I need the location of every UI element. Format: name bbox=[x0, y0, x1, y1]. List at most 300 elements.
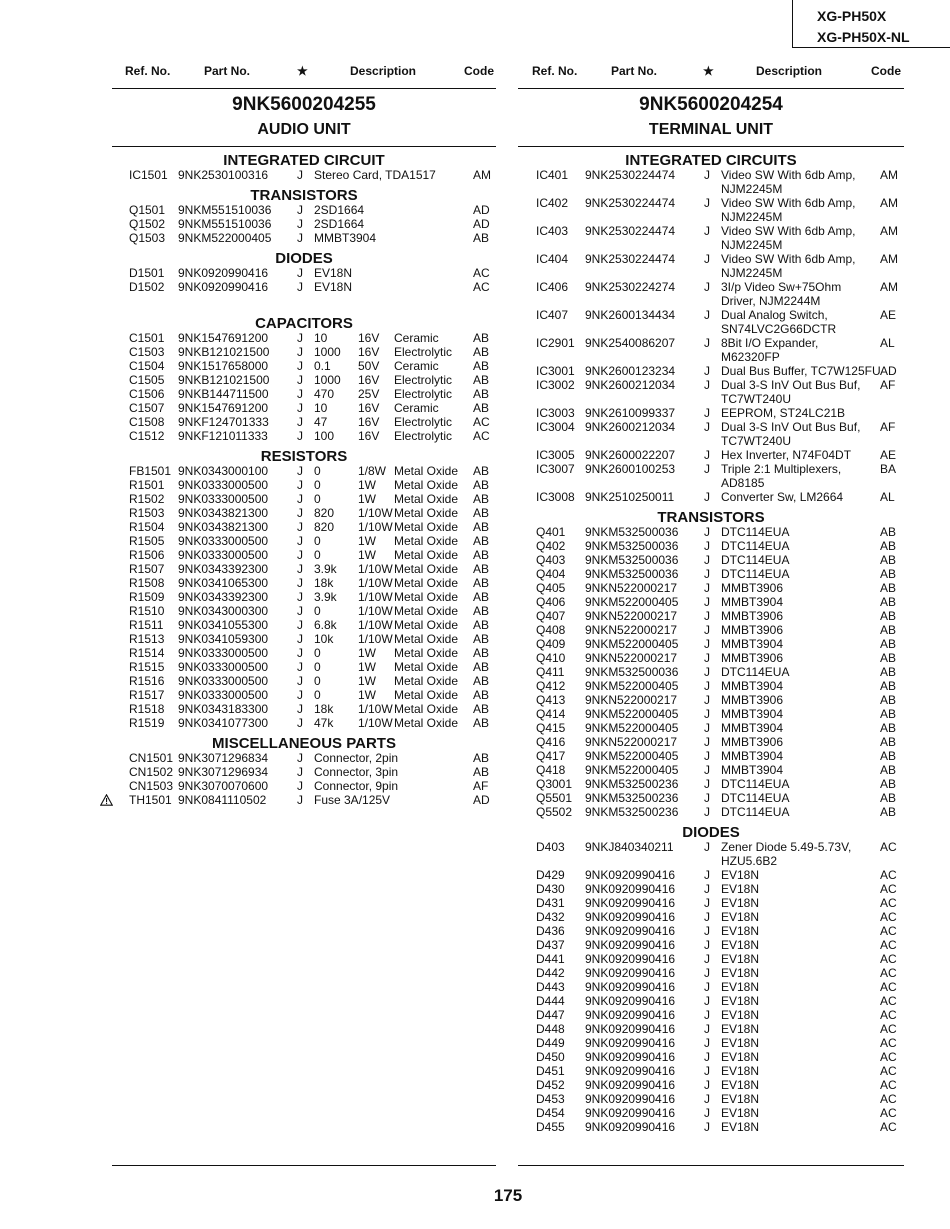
ref-no: Q403 bbox=[536, 553, 566, 567]
part-no: 9NKM532500036 bbox=[585, 539, 679, 553]
part-no: 9NK2600100253 bbox=[585, 462, 676, 476]
rank-mark: J bbox=[297, 266, 303, 280]
description: EV18N bbox=[721, 924, 760, 938]
price-code: AB bbox=[880, 581, 897, 595]
type: Metal Oxide bbox=[394, 520, 459, 534]
rank-mark: J bbox=[704, 735, 710, 749]
ref-no: R1509 bbox=[129, 590, 165, 604]
header-code: Code bbox=[464, 64, 494, 78]
footer-rule-right bbox=[518, 1165, 904, 1166]
part-row bbox=[112, 492, 496, 506]
part-no: 9NK3071296934 bbox=[178, 765, 269, 779]
price-code: AB bbox=[473, 646, 490, 660]
ref-no: Q406 bbox=[536, 595, 566, 609]
ref-no: IC1501 bbox=[129, 168, 168, 182]
description: Dual Analog Switch, bbox=[721, 308, 828, 322]
part-no: 9NKM522000405 bbox=[585, 637, 679, 651]
part-no: 9NK0920990416 bbox=[585, 980, 676, 994]
ref-no: R1515 bbox=[129, 660, 165, 674]
part-row bbox=[112, 562, 496, 576]
part-row bbox=[518, 448, 904, 462]
rank-mark: J bbox=[297, 702, 303, 716]
price-code: AC bbox=[473, 266, 490, 280]
description: Video SW With 6db Amp, bbox=[721, 252, 856, 266]
rating: 1W bbox=[358, 674, 376, 688]
part-row bbox=[518, 609, 904, 623]
price-code: AE bbox=[880, 448, 897, 462]
rating: 1/10W bbox=[358, 562, 393, 576]
price-code: AB bbox=[473, 618, 490, 632]
rating: 1/10W bbox=[358, 618, 393, 632]
price-code: AB bbox=[880, 651, 897, 665]
type: Metal Oxide bbox=[394, 660, 459, 674]
part-no: 9NK0920990416 bbox=[585, 882, 676, 896]
price-code: AM bbox=[880, 252, 898, 266]
ref-no: R1513 bbox=[129, 632, 165, 646]
ref-no: IC3007 bbox=[536, 462, 575, 476]
part-no: 9NK0920990416 bbox=[585, 952, 676, 966]
part-row bbox=[518, 980, 904, 994]
part-no: 9NKM532500036 bbox=[585, 567, 679, 581]
part-no: 9NK2600022207 bbox=[585, 448, 676, 462]
ref-no: D449 bbox=[536, 1036, 565, 1050]
price-code: AC bbox=[880, 952, 897, 966]
description: 0 bbox=[314, 534, 321, 548]
description: MMBT3904 bbox=[721, 637, 784, 651]
column-header bbox=[112, 62, 496, 80]
description: MMBT3906 bbox=[721, 693, 784, 707]
part-row bbox=[112, 751, 496, 765]
part-row bbox=[112, 387, 496, 401]
part-row bbox=[518, 462, 904, 490]
part-no: 9NK2510250011 bbox=[585, 490, 675, 504]
description: MMBT3906 bbox=[721, 735, 784, 749]
ref-no: D403 bbox=[536, 840, 565, 854]
price-code: AC bbox=[880, 1064, 897, 1078]
type: Metal Oxide bbox=[394, 464, 459, 478]
part-no: 9NKF121011333 bbox=[178, 429, 268, 443]
part-row bbox=[112, 702, 496, 716]
price-code: AB bbox=[473, 576, 490, 590]
rank-mark: J bbox=[704, 1050, 710, 1064]
price-code: AL bbox=[880, 336, 895, 350]
price-code: AC bbox=[880, 924, 897, 938]
part-no: 9NK0341065300 bbox=[178, 576, 269, 590]
part-row bbox=[518, 595, 904, 609]
description: 6.8k bbox=[314, 618, 337, 632]
description: 820 bbox=[314, 520, 335, 534]
part-no: 9NKM522000405 bbox=[585, 721, 679, 735]
ref-no: R1519 bbox=[129, 716, 165, 730]
header-star: ★ bbox=[297, 64, 308, 78]
rank-mark: J bbox=[704, 980, 710, 994]
part-no: 9NKN522000217 bbox=[585, 609, 678, 623]
part-row bbox=[112, 168, 496, 182]
part-row bbox=[518, 420, 904, 448]
part-no: 9NKN522000217 bbox=[585, 651, 678, 665]
section-title: INTEGRATED CIRCUIT bbox=[223, 152, 385, 169]
ref-no: Q3001 bbox=[536, 777, 573, 791]
part-no: 9NKB144711500 bbox=[178, 387, 269, 401]
part-no: 9NK0841110502 bbox=[178, 793, 267, 807]
description-cont: AD8185 bbox=[721, 476, 765, 490]
part-no: 9NK2530100316 bbox=[178, 168, 269, 182]
left-column bbox=[112, 62, 496, 807]
part-row bbox=[518, 378, 904, 406]
ref-no: R1502 bbox=[129, 492, 165, 506]
description-cont: SN74LVC2G66DCTR bbox=[721, 322, 837, 336]
type: Electrolytic bbox=[394, 373, 453, 387]
part-row bbox=[112, 231, 496, 245]
description: MMBT3904 bbox=[721, 749, 784, 763]
part-no: 9NKM551510036 bbox=[178, 217, 272, 231]
rank-mark: J bbox=[704, 637, 710, 651]
part-no: 9NK0341077300 bbox=[178, 716, 269, 730]
description: Connector, 2pin bbox=[314, 751, 399, 765]
ref-no: Q417 bbox=[536, 749, 566, 763]
section-title: MISCELLANEOUS PARTS bbox=[212, 735, 396, 752]
part-no: 9NK0343183300 bbox=[178, 702, 269, 716]
part-row bbox=[112, 660, 496, 674]
part-row bbox=[112, 646, 496, 660]
rank-mark: J bbox=[704, 910, 710, 924]
ref-no: IC3001 bbox=[536, 364, 575, 378]
description: Triple 2:1 Multiplexers, bbox=[721, 462, 842, 476]
description: DTC114EUA bbox=[721, 525, 790, 539]
part-no: 9NK1517658000 bbox=[178, 359, 269, 373]
description-cont: HZU5.6B2 bbox=[721, 854, 778, 868]
part-row bbox=[518, 749, 904, 763]
part-no: 9NK2540086207 bbox=[585, 336, 676, 350]
part-row bbox=[518, 693, 904, 707]
part-no: 9NKB121021500 bbox=[178, 373, 270, 387]
unit-number: 9NK5600204254 bbox=[639, 94, 783, 115]
part-no: 9NK3070070600 bbox=[178, 779, 269, 793]
page-number: 175 bbox=[493, 1186, 523, 1205]
description: 0 bbox=[314, 688, 321, 702]
price-code: AM bbox=[473, 168, 491, 182]
description: 0 bbox=[314, 660, 321, 674]
unit-name: TERMINAL UNIT bbox=[648, 121, 774, 138]
rank-mark: J bbox=[704, 553, 710, 567]
rank-mark: J bbox=[297, 331, 303, 345]
price-code: AB bbox=[473, 674, 490, 688]
part-row bbox=[518, 623, 904, 637]
rank-mark: J bbox=[297, 373, 303, 387]
unit-rule bbox=[112, 146, 496, 147]
price-code: AD bbox=[473, 793, 490, 807]
price-code: AF bbox=[473, 779, 489, 793]
rank-mark: J bbox=[297, 793, 303, 807]
ref-no: IC3008 bbox=[536, 490, 575, 504]
price-code: AF bbox=[880, 420, 896, 434]
part-no: 9NK0333000500 bbox=[178, 646, 269, 660]
description-cont: Driver, NJM2244M bbox=[721, 294, 821, 308]
rank-mark: J bbox=[704, 595, 710, 609]
description: DTC114EUA bbox=[721, 539, 790, 553]
part-no: 9NK0341055300 bbox=[178, 618, 269, 632]
rating: 1W bbox=[358, 548, 376, 562]
rank-mark: J bbox=[704, 567, 710, 581]
ref-no: D442 bbox=[536, 966, 565, 980]
ref-no: Q409 bbox=[536, 637, 566, 651]
price-code: AC bbox=[880, 994, 897, 1008]
header-code: Code bbox=[871, 64, 901, 78]
part-row bbox=[112, 604, 496, 618]
ref-no: CN1502 bbox=[129, 765, 174, 779]
rank-mark: J bbox=[297, 576, 303, 590]
part-no: 9NK2530224474 bbox=[585, 168, 676, 182]
description-cont: NJM2245M bbox=[721, 210, 783, 224]
price-code: AD bbox=[473, 217, 490, 231]
ref-no: C1512 bbox=[129, 429, 165, 443]
price-code: AM bbox=[880, 224, 898, 238]
price-code: AB bbox=[473, 373, 490, 387]
part-row bbox=[518, 924, 904, 938]
rating: 16V bbox=[358, 429, 380, 443]
price-code: AB bbox=[880, 749, 897, 763]
price-code: AM bbox=[880, 168, 898, 182]
description: MMBT3904 bbox=[721, 763, 784, 777]
model-box bbox=[792, 0, 950, 48]
header-star: ★ bbox=[703, 64, 714, 78]
rank-mark: J bbox=[704, 896, 710, 910]
type: Metal Oxide bbox=[394, 534, 459, 548]
rank-mark: J bbox=[704, 378, 710, 392]
rating: 1W bbox=[358, 534, 376, 548]
price-code: AC bbox=[880, 1078, 897, 1092]
ref-no: D436 bbox=[536, 924, 565, 938]
section-title: CAPACITORS bbox=[255, 315, 353, 332]
type: Metal Oxide bbox=[394, 604, 459, 618]
ref-no: D437 bbox=[536, 938, 565, 952]
rank-mark: J bbox=[297, 478, 303, 492]
rank-mark: J bbox=[297, 674, 303, 688]
rank-mark: J bbox=[704, 882, 710, 896]
description: Video SW With 6db Amp, bbox=[721, 168, 856, 182]
part-no: 9NK1547691200 bbox=[178, 401, 269, 415]
part-row bbox=[112, 674, 496, 688]
price-code: AB bbox=[473, 401, 490, 415]
rating: 1/10W bbox=[358, 702, 393, 716]
price-code: AC bbox=[880, 1050, 897, 1064]
description: 10k bbox=[314, 632, 334, 646]
type: Metal Oxide bbox=[394, 576, 459, 590]
rank-mark: J bbox=[704, 665, 710, 679]
rank-mark: J bbox=[704, 924, 710, 938]
description: 3I/p Video Sw+75Ohm bbox=[721, 280, 842, 294]
part-no: 9NK0920990416 bbox=[585, 1120, 676, 1134]
part-row bbox=[518, 966, 904, 980]
price-code: AC bbox=[880, 1008, 897, 1022]
part-row bbox=[112, 401, 496, 415]
rating: 25V bbox=[358, 387, 380, 401]
type: Electrolytic bbox=[394, 415, 453, 429]
ref-no: R1501 bbox=[129, 478, 165, 492]
description-cont: NJM2245M bbox=[721, 238, 783, 252]
header-part: Part No. bbox=[611, 64, 658, 78]
part-no: 9NK0920990416 bbox=[585, 1008, 676, 1022]
part-row bbox=[112, 464, 496, 478]
part-row bbox=[518, 910, 904, 924]
rating: 1/10W bbox=[358, 716, 393, 730]
part-no: 9NK1547691200 bbox=[178, 331, 269, 345]
rank-mark: J bbox=[704, 224, 710, 238]
part-row bbox=[112, 793, 496, 807]
rank-mark: J bbox=[297, 415, 303, 429]
price-code: AE bbox=[880, 308, 897, 322]
ref-no: Q418 bbox=[536, 763, 566, 777]
part-no: 9NK0333000500 bbox=[178, 478, 269, 492]
part-row bbox=[112, 520, 496, 534]
type: Metal Oxide bbox=[394, 702, 459, 716]
rating: 1/10W bbox=[358, 576, 393, 590]
ref-no: R1503 bbox=[129, 506, 165, 520]
part-row bbox=[518, 406, 904, 420]
description: MMBT3906 bbox=[721, 609, 784, 623]
price-code: AB bbox=[473, 702, 490, 716]
part-row bbox=[518, 665, 904, 679]
rating: 1W bbox=[358, 688, 376, 702]
ref-no: R1504 bbox=[129, 520, 165, 534]
section-title: TRANSISTORS bbox=[250, 187, 358, 204]
price-code: AC bbox=[880, 910, 897, 924]
part-no: 9NKM522000405 bbox=[585, 595, 679, 609]
part-row bbox=[518, 735, 904, 749]
ref-no: C1505 bbox=[129, 373, 165, 387]
description: Stereo Card, TDA1517 bbox=[314, 168, 436, 182]
ref-no: FB1501 bbox=[129, 464, 172, 478]
rank-mark: J bbox=[297, 203, 303, 217]
ref-no: R1510 bbox=[129, 604, 165, 618]
description: Connector, 9pin bbox=[314, 779, 399, 793]
description: 2SD1664 bbox=[314, 217, 365, 231]
rank-mark: J bbox=[297, 646, 303, 660]
part-row bbox=[112, 506, 496, 520]
description: EV18N bbox=[721, 1022, 760, 1036]
description: 100 bbox=[314, 429, 335, 443]
price-code: AB bbox=[880, 539, 897, 553]
ref-no: R1518 bbox=[129, 702, 165, 716]
description: Video SW With 6db Amp, bbox=[721, 196, 856, 210]
type: Electrolytic bbox=[394, 387, 453, 401]
ref-no: TH1501 bbox=[129, 793, 172, 807]
rating: 16V bbox=[358, 415, 380, 429]
rank-mark: J bbox=[297, 688, 303, 702]
rating: 16V bbox=[358, 401, 380, 415]
part-row bbox=[518, 280, 904, 308]
description: EV18N bbox=[721, 1008, 760, 1022]
price-code: AC bbox=[880, 966, 897, 980]
description: MMBT3904 bbox=[721, 721, 784, 735]
part-no: 9NK2600134434 bbox=[585, 308, 676, 322]
rank-mark: J bbox=[297, 401, 303, 415]
ref-no: C1501 bbox=[129, 331, 165, 345]
part-row bbox=[518, 252, 904, 280]
part-no: 9NK0343392300 bbox=[178, 562, 269, 576]
safety-warning-icon bbox=[100, 794, 113, 806]
part-no: 9NKM532500236 bbox=[585, 777, 679, 791]
description: EV18N bbox=[721, 1106, 760, 1120]
rank-mark: J bbox=[704, 490, 710, 504]
part-row bbox=[518, 952, 904, 966]
price-code: AB bbox=[473, 590, 490, 604]
ref-no: Q401 bbox=[536, 525, 566, 539]
part-row bbox=[112, 429, 496, 443]
price-code: AB bbox=[473, 716, 490, 730]
part-no: 9NK2610099337 bbox=[585, 406, 676, 420]
description: DTC114EUA bbox=[721, 805, 790, 819]
description: EV18N bbox=[314, 280, 353, 294]
description: DTC114EUA bbox=[721, 567, 790, 581]
part-no: 9NK0341059300 bbox=[178, 632, 269, 646]
price-code: AB bbox=[473, 359, 490, 373]
part-row bbox=[112, 266, 496, 280]
rank-mark: J bbox=[704, 406, 710, 420]
part-no: 9NK0343392300 bbox=[178, 590, 269, 604]
description: 0.1 bbox=[314, 359, 331, 373]
rank-mark: J bbox=[297, 345, 303, 359]
part-no: 9NKM532500236 bbox=[585, 791, 679, 805]
rating: 16V bbox=[358, 345, 380, 359]
description: DTC114EUA bbox=[721, 553, 790, 567]
unit-rule bbox=[518, 146, 904, 147]
price-code: AB bbox=[473, 534, 490, 548]
part-no: 9NK0333000500 bbox=[178, 492, 269, 506]
price-code: AC bbox=[473, 415, 490, 429]
ref-no: Q405 bbox=[536, 581, 566, 595]
part-no: 9NKB121021500 bbox=[178, 345, 270, 359]
part-no: 9NKJ840340211 bbox=[585, 840, 674, 854]
price-code: AC bbox=[880, 1092, 897, 1106]
part-row bbox=[518, 1064, 904, 1078]
model-name-2: XG-PH50X-NL bbox=[817, 29, 910, 45]
header-rule bbox=[518, 88, 904, 89]
rank-mark: J bbox=[704, 308, 710, 322]
description: EV18N bbox=[721, 882, 760, 896]
part-row bbox=[112, 618, 496, 632]
price-code: AB bbox=[473, 548, 490, 562]
ref-no: Q404 bbox=[536, 567, 566, 581]
part-row bbox=[112, 632, 496, 646]
rating: 1/10W bbox=[358, 590, 393, 604]
rank-mark: J bbox=[297, 765, 303, 779]
rank-mark: J bbox=[704, 539, 710, 553]
rank-mark: J bbox=[704, 1120, 710, 1134]
rank-mark: J bbox=[297, 590, 303, 604]
part-no: 9NK2530224474 bbox=[585, 196, 676, 210]
description: 2SD1664 bbox=[314, 203, 365, 217]
rank-mark: J bbox=[704, 336, 710, 350]
ref-no: R1505 bbox=[129, 534, 165, 548]
description: DTC114EUA bbox=[721, 665, 790, 679]
part-no: 9NKN522000217 bbox=[585, 623, 678, 637]
rank-mark: J bbox=[704, 840, 710, 854]
description: 0 bbox=[314, 548, 321, 562]
price-code: AB bbox=[473, 506, 490, 520]
price-code: AC bbox=[880, 1106, 897, 1120]
ref-no: D1501 bbox=[129, 266, 165, 280]
part-row bbox=[112, 331, 496, 345]
part-row bbox=[518, 994, 904, 1008]
price-code: AB bbox=[880, 525, 897, 539]
rank-mark: J bbox=[297, 506, 303, 520]
part-row bbox=[518, 805, 904, 819]
rank-mark: J bbox=[297, 660, 303, 674]
ref-no: IC407 bbox=[536, 308, 569, 322]
part-row bbox=[518, 651, 904, 665]
part-no: 9NK0920990416 bbox=[585, 1106, 676, 1120]
